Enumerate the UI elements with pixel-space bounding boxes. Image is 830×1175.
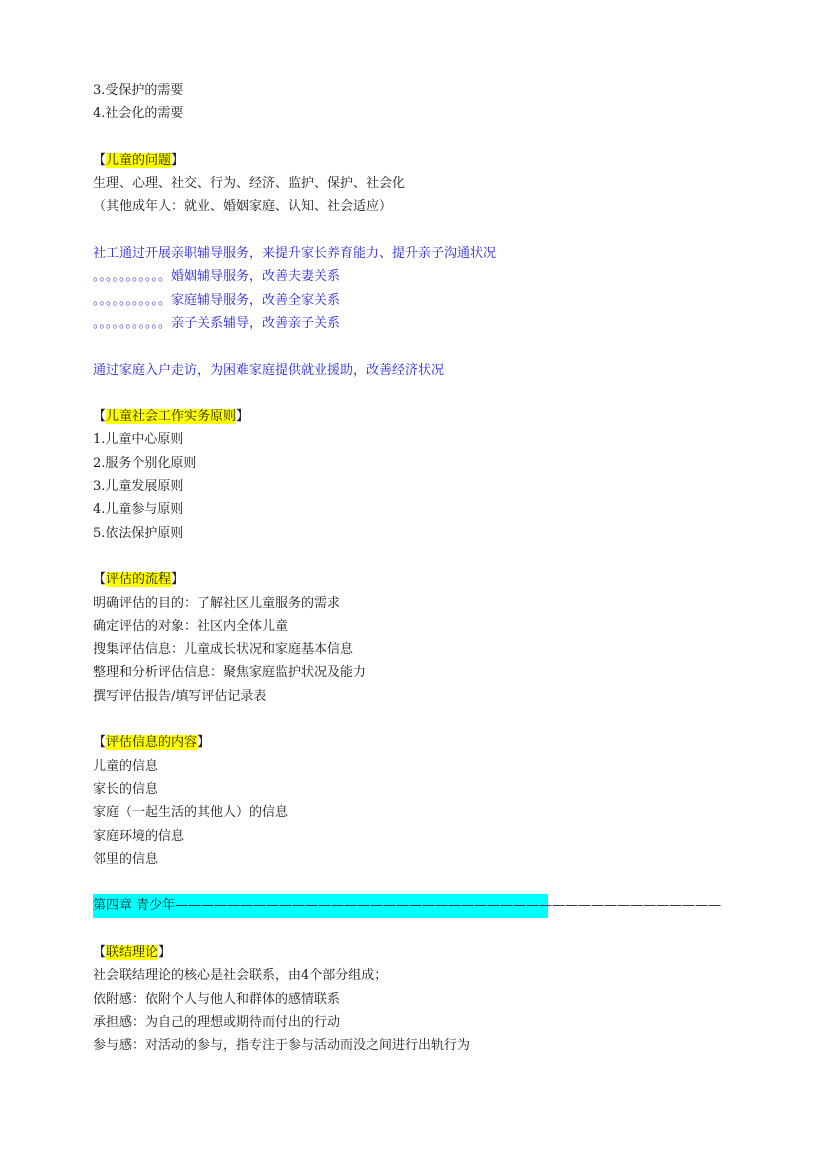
document-page xyxy=(93,79,793,1057)
section-heading-bond-theory: 【联结理论】 xyxy=(93,944,172,960)
list-item: 参与感：对活动的参与，指专注于参与活动而没之间进行出轨行为 xyxy=(93,1038,471,1054)
list-item: 承担感：为自己的理想或期待而付出的行动 xyxy=(93,1014,341,1030)
list-item: 家庭环境的信息 xyxy=(93,828,185,844)
chapter-heading: 第四章 青少年—————————————————————————————————————————— xyxy=(93,894,548,917)
text-line: 。。。。。。。。。。。亲子关系辅导，改善亲子关系 xyxy=(93,315,341,331)
list-item: 4.社会化的需要 xyxy=(93,106,184,122)
list-item: 社会联结理论的核心是社会联系，由4个部分组成； xyxy=(93,968,388,984)
list-item: 1.儿童中心原则 xyxy=(93,432,184,448)
section-heading-principles: 【儿童社会工作实务原则】 xyxy=(93,409,250,425)
heading-highlight: 儿童的问题 xyxy=(106,152,172,168)
list-item: 家庭（一起生活的其他人）的信息 xyxy=(93,805,289,821)
list-item: 整理和分析评估信息：聚焦家庭监护状况及能力 xyxy=(93,665,367,681)
list-item: 3.受保护的需要 xyxy=(93,83,184,98)
list-item: 搜集评估信息：儿童成长状况和家庭基本信息 xyxy=(93,642,354,658)
text-line: 。。。。。。。。。。。婚姻辅导服务，改善夫妻关系 xyxy=(93,269,341,285)
list-item: 确定评估的对象：社区内全体儿童 xyxy=(93,618,289,634)
list-item: 儿童的信息 xyxy=(93,758,159,774)
text-line: 通过家庭入户走访，为困难家庭提供就业援助，改善经济状况 xyxy=(93,362,445,378)
list-item: 家长的信息 xyxy=(93,781,159,797)
heading-highlight: 联结理论 xyxy=(106,944,159,960)
list-item: 4.儿童参与原则 xyxy=(93,502,184,518)
list-item: 撰写评估报告/填写评估记录表 xyxy=(93,688,267,704)
section-heading-assessment-content: 【评估信息的内容】 xyxy=(93,735,211,751)
heading-highlight: 评估信息的内容 xyxy=(106,735,198,751)
list-item: 2.服务个别化原则 xyxy=(93,455,197,471)
list-item: 依附感：依附个人与他人和群体的感情联系 xyxy=(93,991,341,1007)
text-line: （其他成年人：就业、婚姻家庭、认知、社会适应） xyxy=(93,199,393,215)
text-line: 生理、心理、社交、行为、经济、监护、保护、社会化 xyxy=(93,176,406,192)
list-item: 明确评估的目的：了解社区儿童服务的需求 xyxy=(93,595,341,611)
list-item: 邻里的信息 xyxy=(93,851,159,867)
text-line: 社工通过开展亲职辅导服务，来提升家长养育能力、提升亲子沟通状况 xyxy=(93,246,497,262)
list-item: 5.依法保护原则 xyxy=(93,525,184,541)
list-item: 3.儿童发展原则 xyxy=(93,479,184,495)
heading-highlight: 评估的流程 xyxy=(106,572,172,588)
chapter-heading-row xyxy=(93,894,793,917)
text-line: 。。。。。。。。。。。家庭辅导服务，改善全家关系 xyxy=(93,292,341,308)
heading-highlight: 儿童社会工作实务原则 xyxy=(106,409,237,425)
section-heading-assessment-process: 【评估的流程】 xyxy=(93,572,185,588)
section-heading-children-problems: 【儿童的问题】 xyxy=(93,152,185,168)
